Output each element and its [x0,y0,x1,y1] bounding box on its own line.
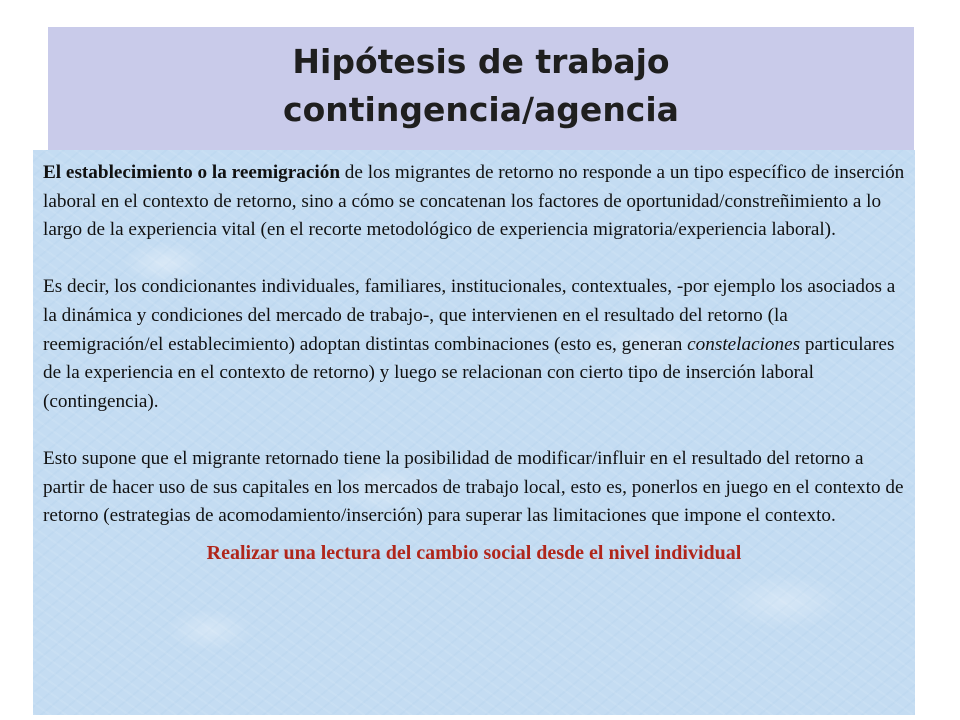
paragraph-1 [43,159,905,245]
slide-body [33,150,915,715]
paragraph-2-text-b: particulares de la experiencia en el contexto de retorno) y luego se relacionan con cierto tipo de inserción laboral (contingencia). [43,333,895,412]
highlight-statement: Realizar una lectura del cambio social desde el nivel individual [206,541,742,564]
paragraph-2 [43,273,905,416]
paragraph-2-italic: constelaciones [687,333,801,355]
paragraph-3: Esto supone que el migrante retornado tiene la posibilidad de modificar/influir en el resultado del retorno a partir de hacer uso de sus capitales en los mercados de trabajo local, esto es, ponerlos en juego en el contexto de retorno (estrategias de acomodamiento/inserción) para superar las limitaciones que impone el contexto. [43,447,904,527]
title-line-2: contingencia/agencia [283,90,679,129]
title-line-1: Hipótesis de trabajo [292,42,670,81]
paragraph-1-lead: El establecimiento o la reemigración [43,162,340,183]
paragraph-2-text-a: Es decir, los condicionantes individuales, familiares, institucionales, contextuales, -por ejemplo los asociados a la dinámica y condiciones del mercado de trabajo-, que intervienen en el resultado del retorno (la reemigración/el establecimiento) adoptan distintas combinaciones (esto es, generan [43,276,896,355]
paragraph-1-text: de los migrantes de retorno no responde a un tipo específico de inserción laboral en el contexto de retorno, sino a cómo se concatenan los factores de oportunidad/constreñimiento a lo largo de la experiencia vital (en el recorte metodológico de experiencia migratoria/experiencia laboral). [43,162,905,241]
slide-title [48,27,914,151]
